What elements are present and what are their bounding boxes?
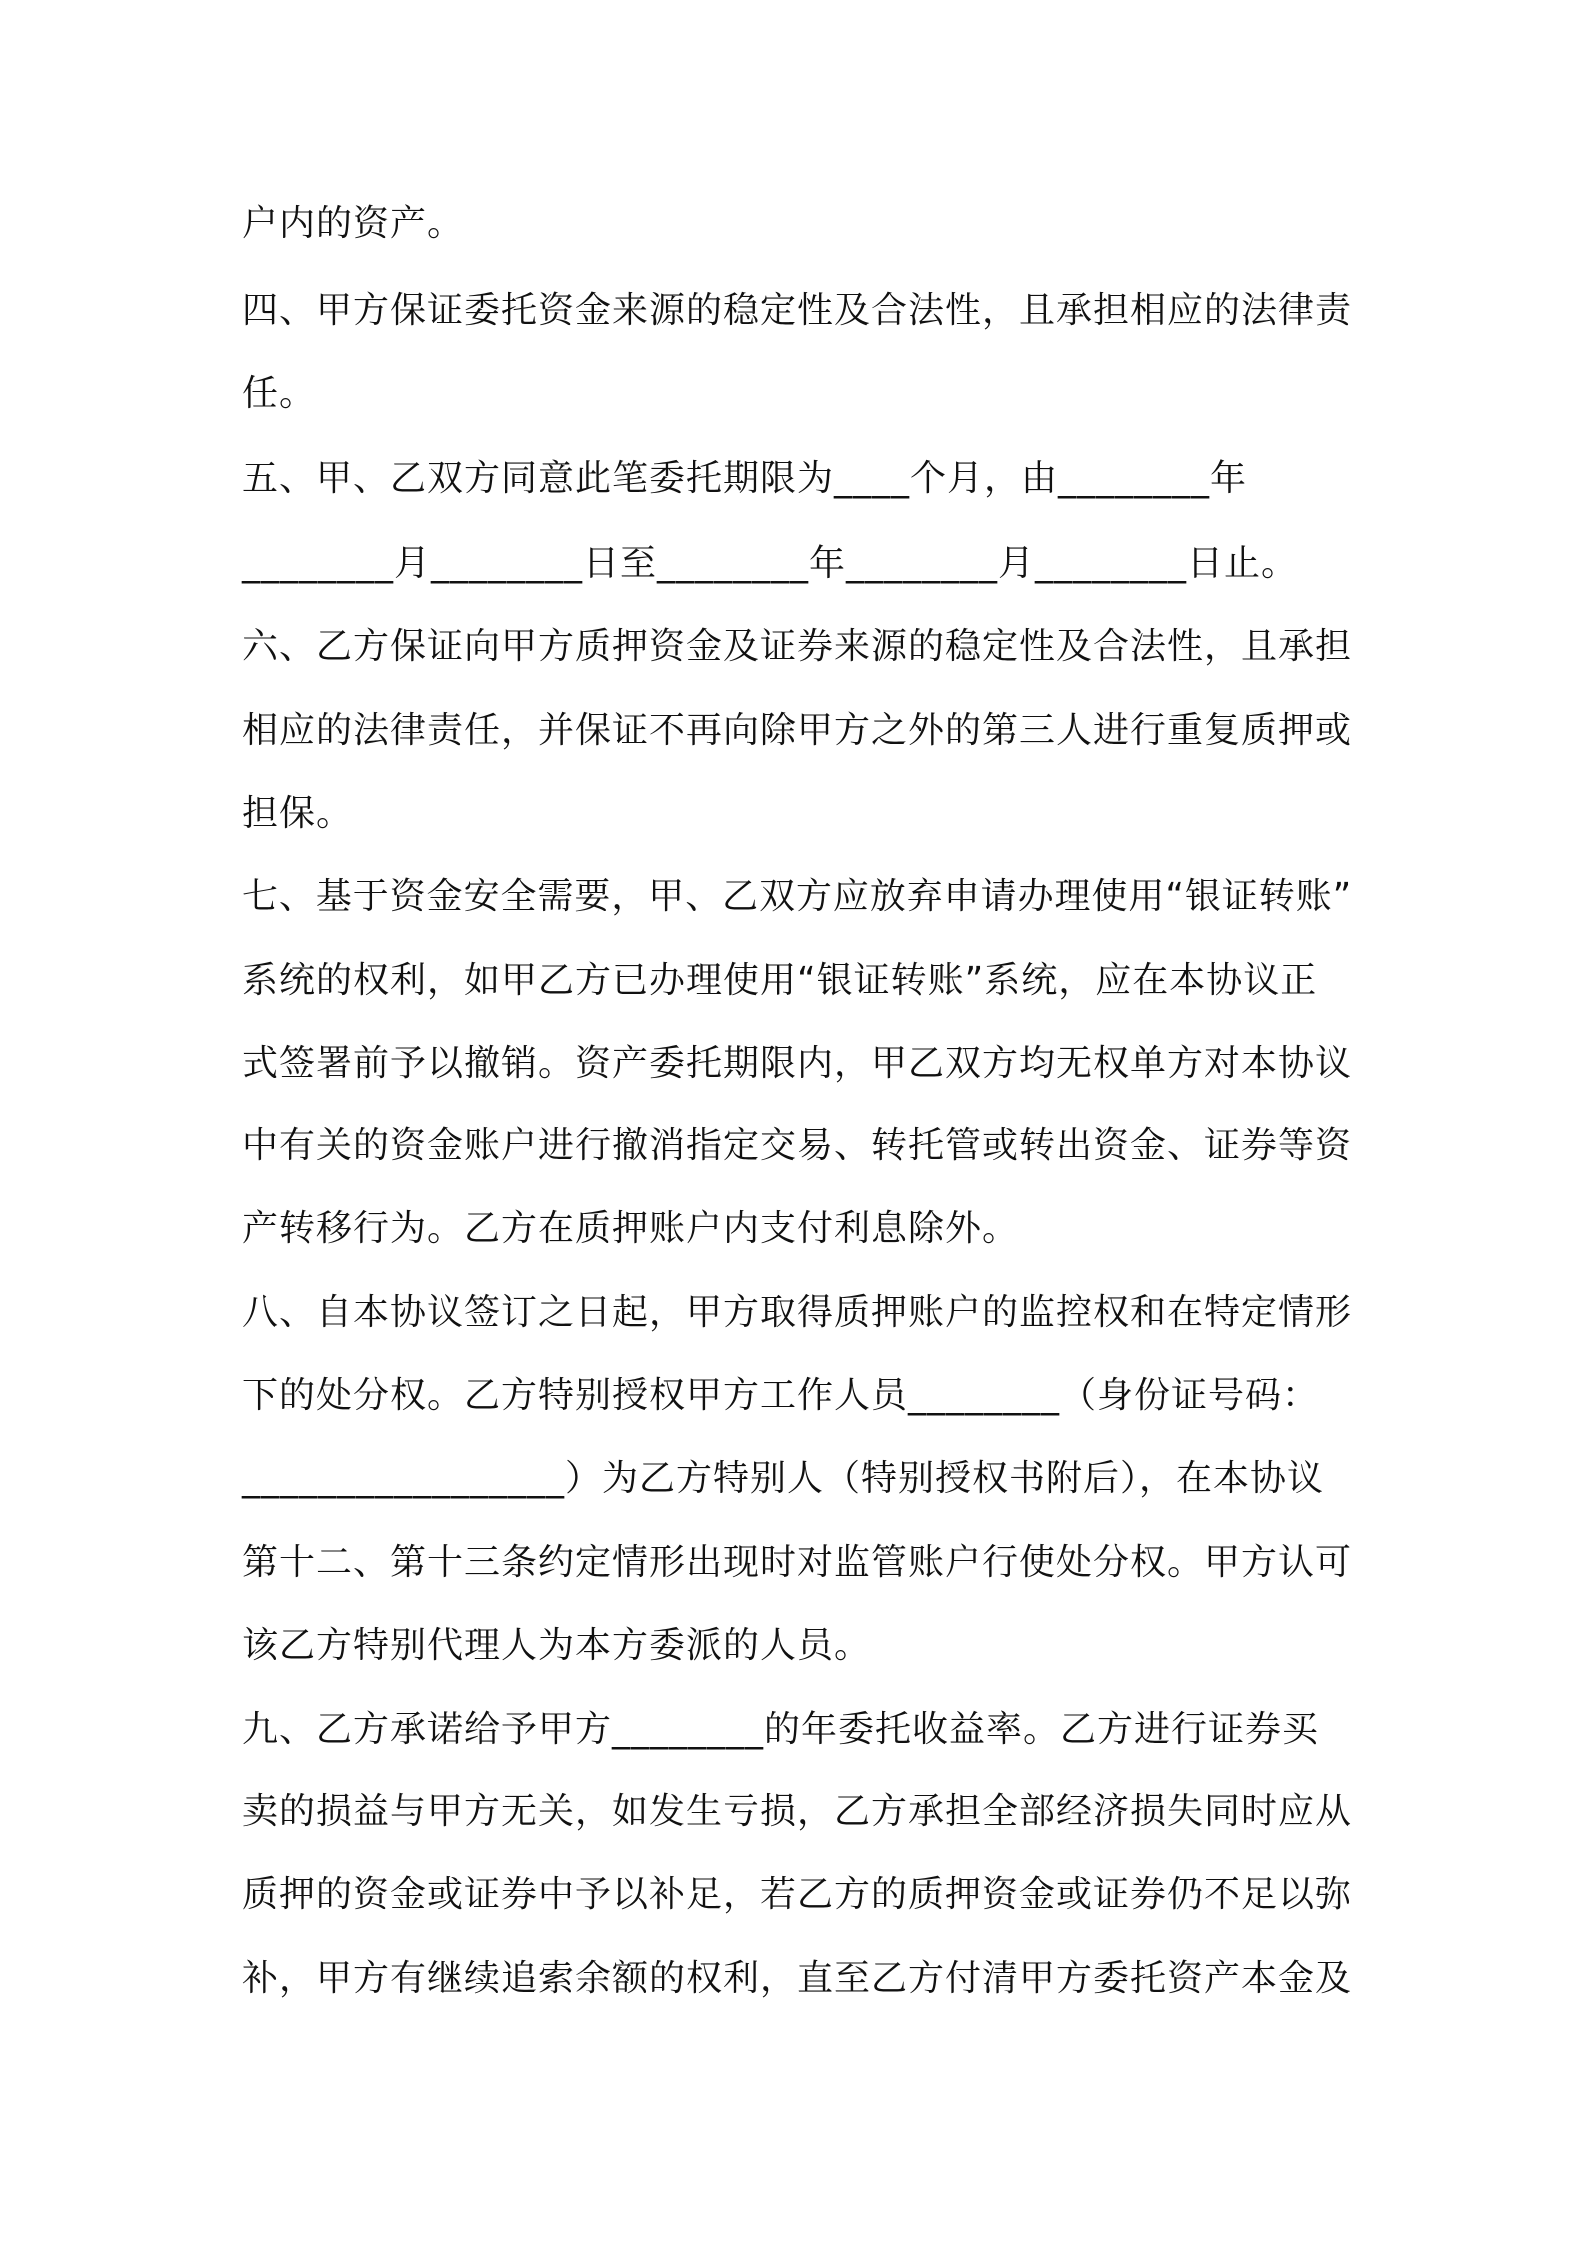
clause-4-line: 四、甲方保证委托资金来源的稳定性及合法性，且承担相应的法律责 [242, 290, 1353, 331]
clause-9-line: 九、乙方承诺给予甲方________的年委托收益率。乙方进行证券买 [242, 1709, 1320, 1750]
clause-8-line: 八、自本协议签订之日起，甲方取得质押账户的监控权和在特定情形 [242, 1292, 1353, 1333]
text-line: 下的处分权。乙方特别授权甲方工作人员________（身份证号码： [242, 1375, 1320, 1416]
text-line: 系统的权利，如甲乙方已办理使用“银证转账”系统，应在本协议正 [242, 960, 1318, 1001]
text-line: _________________）为乙方特别人（特别授权书附后），在本协议 [242, 1458, 1325, 1499]
text-line: 质押的资金或证券中予以补足，若乙方的质押资金或证券仍不足以弥 [242, 1874, 1353, 1915]
text-line: 户内的资产。 [242, 203, 465, 244]
text-line: 产转移行为。乙方在质押账户内支付利息除外。 [242, 1208, 1020, 1249]
text-line: 相应的法律责任，并保证不再向除甲方之外的第三人进行重复质押或 [242, 710, 1353, 751]
text-line: 卖的损益与甲方无关，如发生亏损，乙方承担全部经济损失同时应从 [242, 1791, 1353, 1832]
text-line: 担保。 [242, 793, 354, 834]
text-line: 补，甲方有继续追索余额的权利，直至乙方付清甲方委托资产本金及 [242, 1958, 1353, 1999]
clause-7-line: 七、基于资金安全需要，甲、乙双方应放弃申请办理使用“银证转账” [242, 876, 1353, 917]
text-line: 第十二、第十三条约定情形出现时对监管账户行使处分权。甲方认可 [242, 1542, 1353, 1583]
clause-6-line: 六、乙方保证向甲方质押资金及证券来源的稳定性及合法性，且承担 [242, 626, 1353, 667]
text-line: 式签署前予以撤销。资产委托期限内，甲乙双方均无权单方对本协议 [242, 1043, 1353, 1084]
text-line: 中有关的资金账户进行撤消指定交易、转托管或转出资金、证券等资 [242, 1125, 1353, 1166]
clause-5-line: 五、甲、乙双方同意此笔委托期限为____个月，由________年 [242, 458, 1248, 499]
text-line: ________月________日至________年________月________日止。 [242, 543, 1298, 584]
text-line: 该乙方特别代理人为本方委派的人员。 [242, 1625, 872, 1666]
text-line: 任。 [242, 373, 317, 414]
